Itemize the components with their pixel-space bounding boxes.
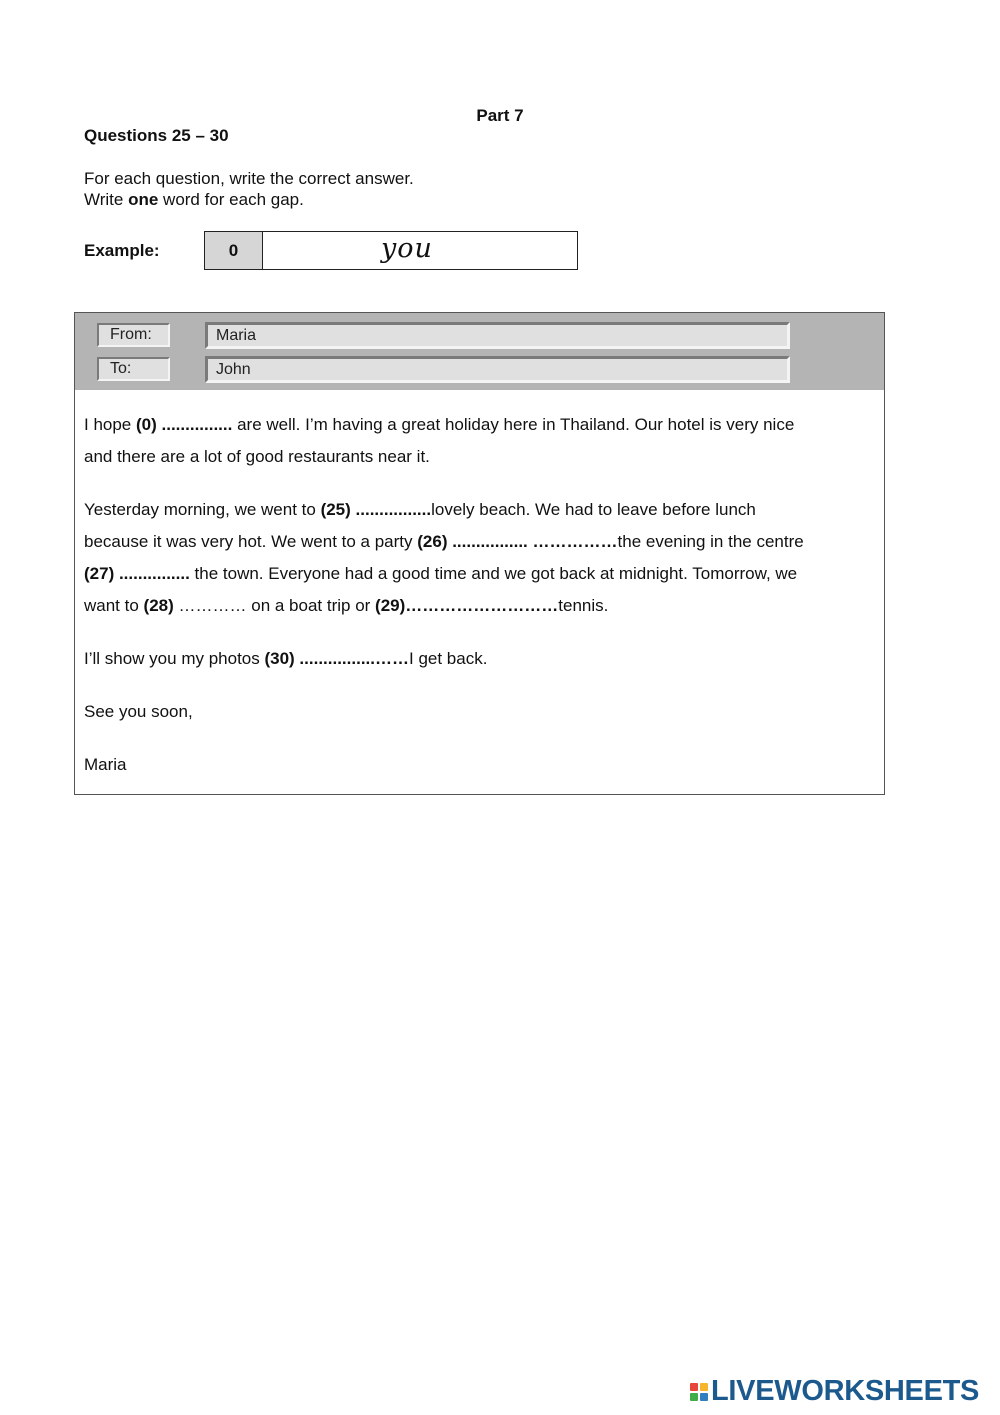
gap-0-number: (0) [136,415,157,434]
text: I hope [84,415,136,434]
text: and there are a lot of good restaurants near it. [84,447,430,466]
gap-26-number: (26) [417,532,448,551]
gap-0[interactable]: ............... [156,415,233,434]
instruction-text: word for each gap. [158,190,304,209]
gap-28[interactable]: ………… [173,596,247,615]
text: tennis. [558,596,609,615]
gap-25-number: (25) [320,500,351,519]
from-label: From: [97,323,170,347]
to-label: To: [97,357,170,381]
logo-tile [690,1393,698,1401]
text: want to [84,596,144,615]
email-paragraph-1 [84,409,874,473]
gap-26[interactable]: ................ …………… [447,532,618,551]
email-closing: See you soon, [84,702,193,721]
instruction-line-1: For each question, write the correct answer. [84,169,414,188]
text: I get back. [409,649,488,668]
logo-tile [700,1383,708,1391]
text: are well. I’m having a great holiday here in Thailand. Our hotel is very nice [232,415,795,434]
logo-tile [700,1393,708,1401]
gap-30-number: (30) [264,649,295,668]
email-paragraph-3 [84,643,874,675]
from-field: Maria [205,322,790,349]
questions-title: Questions 25 – 30 [84,126,229,145]
instruction-emphasis: one [128,190,159,209]
email-paragraph-2 [84,494,874,622]
text: I’ll show you my photos [84,649,265,668]
gap-27-number: (27) [84,564,115,583]
logo-text: LIVEWORKSHEETS [711,1375,980,1407]
example-number: 0 [205,232,263,269]
instructions [84,168,414,210]
part-title: Part 7 [476,106,524,125]
gap-30[interactable]: ................…… [294,649,409,668]
logo-tile [690,1383,698,1391]
email-signature: Maria [84,755,127,774]
instruction-text: Write [84,190,129,209]
email-header [75,313,884,390]
text: Yesterday morning, we went to [84,500,321,519]
gap-29-number: (29) [375,596,406,615]
example-label: Example: [84,241,160,260]
logo-tiles-icon [690,1383,708,1401]
gap-25[interactable]: ................ [350,500,432,519]
example-box [204,231,578,270]
text: the town. Everyone had a good time and we got back at midnight. Tomorrow, we [189,564,798,583]
text: the evening in the centre [617,532,804,551]
instruction-line-2 [84,189,414,210]
to-field: John [205,356,790,383]
email-box [74,312,885,795]
text: because it was very hot. We went to a party [84,532,418,551]
text: lovely beach. We had to leave before lunch [431,500,756,519]
gap-27[interactable]: ............... [114,564,190,583]
gap-29[interactable]: ……………………… [405,596,559,615]
example-answer: you [381,233,433,264]
email-body [84,409,874,802]
gap-28-number: (28) [143,596,174,615]
text: on a boat trip or [246,596,376,615]
liveworksheets-logo[interactable] [690,1375,979,1408]
